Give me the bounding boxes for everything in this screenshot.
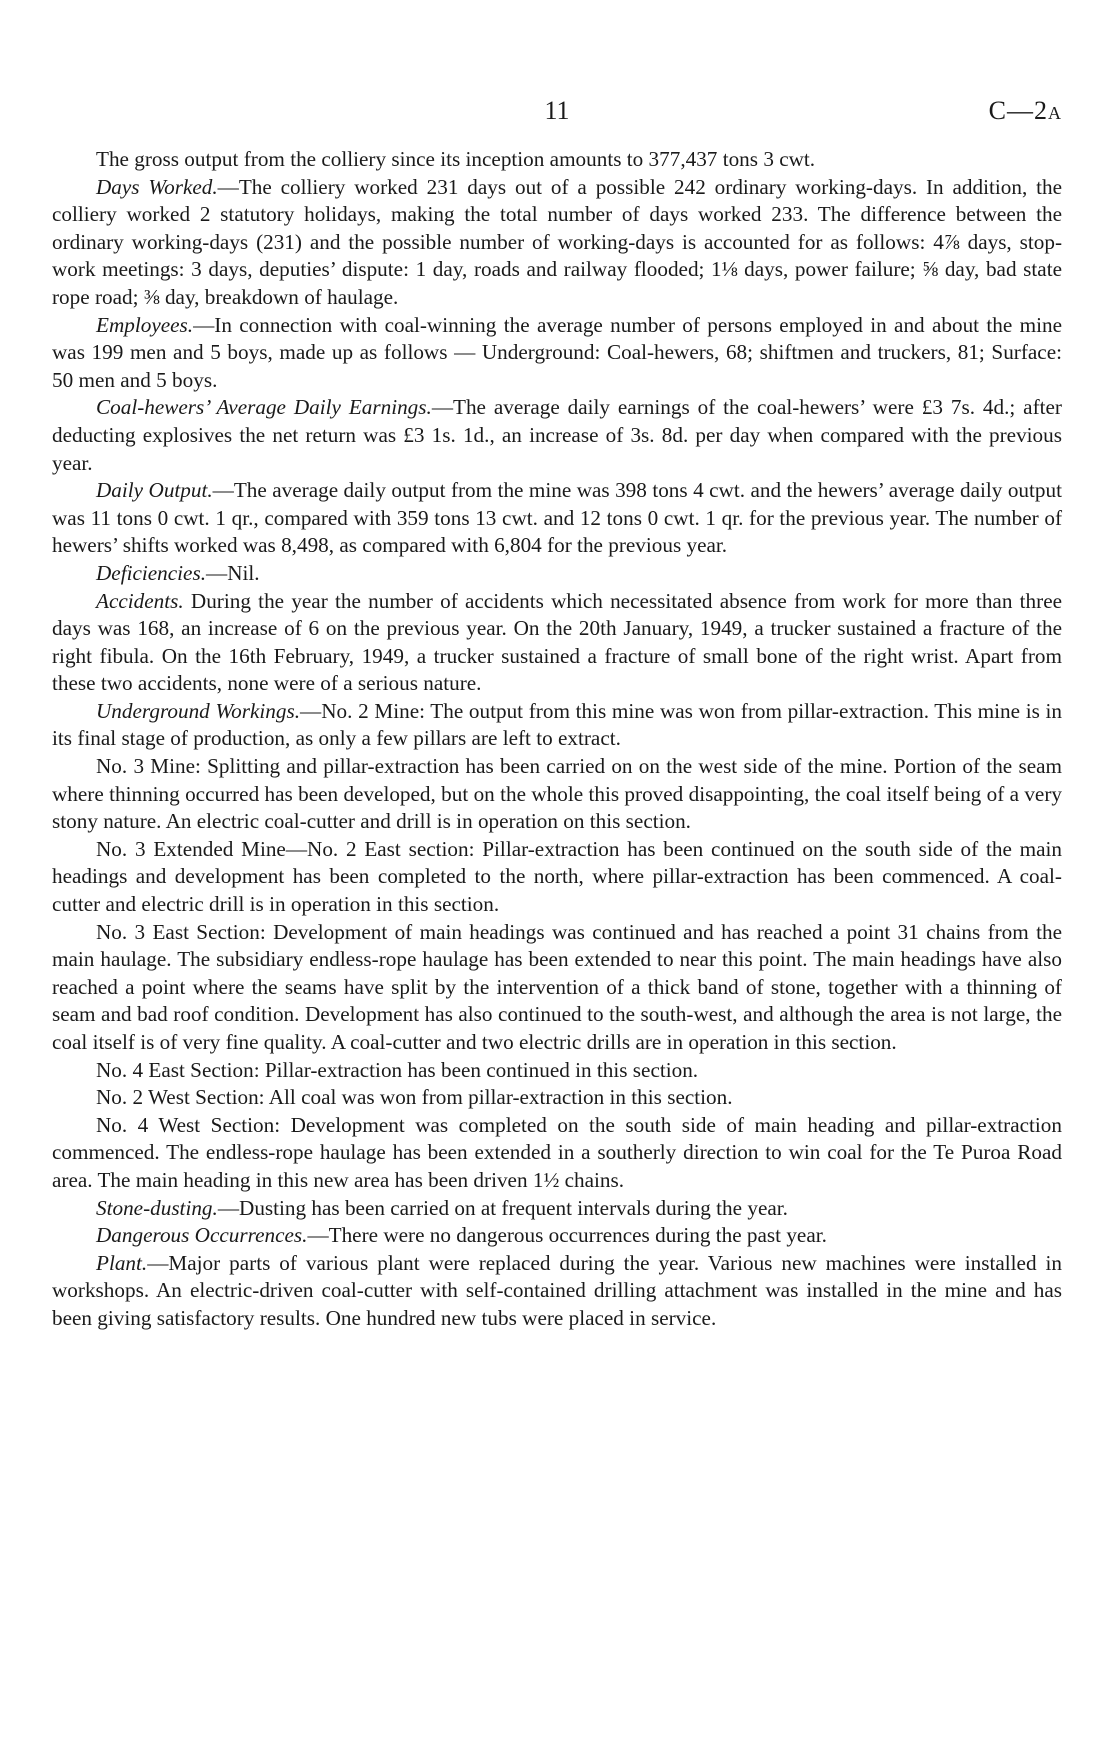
paragraph-heading: Stone-dusting. bbox=[96, 1195, 218, 1220]
paragraph-deficiencies bbox=[52, 560, 1062, 588]
paragraph-earnings bbox=[52, 394, 1062, 477]
paragraph-heading: Dangerous Occurrences. bbox=[96, 1223, 308, 1248]
paragraph-text: —The colliery worked 231 days out of a possible 242 ordinary working-days. In addition, the colliery worked 2 statutory holidays, making the total number of days worked 233. The difference between the ordinary working-days (231) and the possible number of working-days is accounted for as follows: 4⅞ days, stop-work meetings: 3 days, deputies’ dispute: 1 day, roads and railway flooded; 1⅛ days, power failure; ⅝ day, bad state rope road; ⅜ day, breakdown of haulage. bbox=[52, 174, 1062, 309]
paragraph-no4-east-section bbox=[52, 1057, 1062, 1085]
paragraph-text: No. 4 East Section: Pillar-extraction has been continued in this section. bbox=[96, 1057, 699, 1082]
report-body bbox=[52, 146, 1062, 1333]
paragraph-text: No. 3 Extended Mine—No. 2 East section: Pillar-extraction has been continued on the south side of the main headings and development has been completed to the north, where pillar-extraction has been commenced. A coal-cutter and electric drill is in operation in this section. bbox=[52, 836, 1062, 917]
paragraph-text: No. 4 West Section: Development was completed on the south side of main heading and pillar-extraction commenced. The endless-rope haulage has been extended in a southerly direction to win coal for the Te Puroa Road area. The main heading in this new area has been driven 1½ chains. bbox=[52, 1112, 1062, 1192]
paragraph-no3-extended-mine bbox=[52, 836, 1062, 919]
paragraph-heading: Deficiencies. bbox=[96, 560, 207, 585]
paragraph-no3-mine bbox=[52, 753, 1062, 836]
paragraph-heading: Employees. bbox=[96, 312, 194, 337]
page-header bbox=[52, 96, 1062, 146]
paragraph-heading: Coal-hewers’ Average Daily Earnings. bbox=[96, 395, 432, 420]
paragraph-heading: Daily Output. bbox=[96, 478, 213, 503]
document-reference bbox=[989, 96, 1062, 126]
paragraph-text: No. 3 Mine: Splitting and pillar-extraction has been carried on on the west side of the mine. Portion of the seam where thinning occurred has been developed, but on the whole this proved disappointing, the coal itself being of a very stony nature. An electric coal-cutter and drill is in operation on this section. bbox=[52, 754, 1062, 834]
paragraph-employees bbox=[52, 312, 1062, 395]
paragraph-no3-east-section bbox=[52, 919, 1062, 1057]
paragraph-underground-workings bbox=[52, 698, 1062, 753]
paragraph-stone-dusting bbox=[52, 1195, 1062, 1223]
paragraph-text: —There were no dangerous occurrences during the past year. bbox=[307, 1223, 827, 1248]
paragraph-dangerous-occurrences bbox=[52, 1222, 1062, 1250]
paragraph-text: No. 3 East Section: Development of main headings was continued and has reached a point 31 chains from the main haulage. The subsidiary endless-rope haulage has been extended to near this point. The main headings have also reached a point where the seams have split by the intervention of a thick band of stone, together with a thinning of seam and bad roof condition. Development has also continued to the south-west, and although the area is not large, the coal itself is of very fine quality. A coal-cutter and two electric drills are in operation in this section. bbox=[52, 919, 1062, 1054]
paragraph-no2-west-section bbox=[52, 1084, 1062, 1112]
paragraph-accidents bbox=[52, 588, 1062, 698]
paragraph-text: —The average daily earnings of the coal-hewers’ were £3 7s. 4d.; after deducting explosives the net return was £3 1s. 1d., an increase of 3s. 8d. per day when compared with the previous year. bbox=[52, 395, 1062, 475]
paragraph-days-worked bbox=[52, 174, 1062, 312]
document-reference-main: C—2 bbox=[988, 96, 1048, 125]
paragraph-no4-west-section bbox=[52, 1112, 1062, 1195]
paragraph-daily-output bbox=[52, 477, 1062, 560]
paragraph-heading: Plant. bbox=[96, 1250, 148, 1275]
paragraph-text: —Major parts of various plant were replaced during the year. Various new machines were installed in workshops. An electric-driven coal-cutter with self-contained drilling attachment was installed in the mine and has been giving satisfactory results. One hundred new tubs were placed in service. bbox=[52, 1250, 1062, 1330]
paragraph-heading: Accidents. bbox=[96, 588, 184, 613]
paragraph-plant bbox=[52, 1250, 1062, 1333]
paragraph-heading: Underground Workings. bbox=[96, 698, 301, 723]
paragraph-text: No. 2 West Section: All coal was won from pillar-extraction in this section. bbox=[96, 1085, 733, 1110]
paragraph-text: During the year the number of accidents which necessitated absence from work for more than three days was 168, an increase of 6 on the previous year. On the 20th January, 1949, a trucker sustained a fracture of the right fibula. On the 16th February, 1949, a trucker sustained a fracture of small bone of the right wrist. Apart from these two accidents, none were of a serious nature. bbox=[52, 588, 1062, 696]
paragraph-text: The gross output from the colliery since its inception amounts to 377,437 tons 3 cwt. bbox=[96, 147, 816, 171]
paragraph-text: —No. 2 Mine: The output from this mine was won from pillar-extraction. This mine is in its final stage of production, as only a few pillars are left to extract. bbox=[52, 698, 1062, 751]
document-page bbox=[52, 96, 1062, 1333]
paragraph-text: —Dusting has been carried on at frequent intervals during the year. bbox=[217, 1195, 788, 1220]
page-number: 11 bbox=[544, 96, 570, 125]
paragraph-gross-output bbox=[52, 146, 1062, 174]
paragraph-text: —In connection with coal-winning the average number of persons employed in and about the mine was 199 men and 5 boys, made up as follows — Underground: Coal-hewers, 68; shiftmen and truckers, 81; Surface: 50 men and 5 boys. bbox=[52, 312, 1062, 392]
paragraph-heading: Days Worked. bbox=[96, 174, 218, 199]
paragraph-text: —Nil. bbox=[206, 560, 260, 585]
document-reference-sub: A bbox=[1048, 103, 1062, 123]
paragraph-text: —The average daily output from the mine was 398 tons 4 cwt. and the hewers’ average daily output was 11 tons 0 cwt. 1 qr., compared with 359 tons 13 cwt. and 12 tons 0 cwt. 1 qr. for the previous year. The number of hewers’ shifts worked was 8,498, as compared with 6,804 for the previous year. bbox=[52, 478, 1062, 558]
